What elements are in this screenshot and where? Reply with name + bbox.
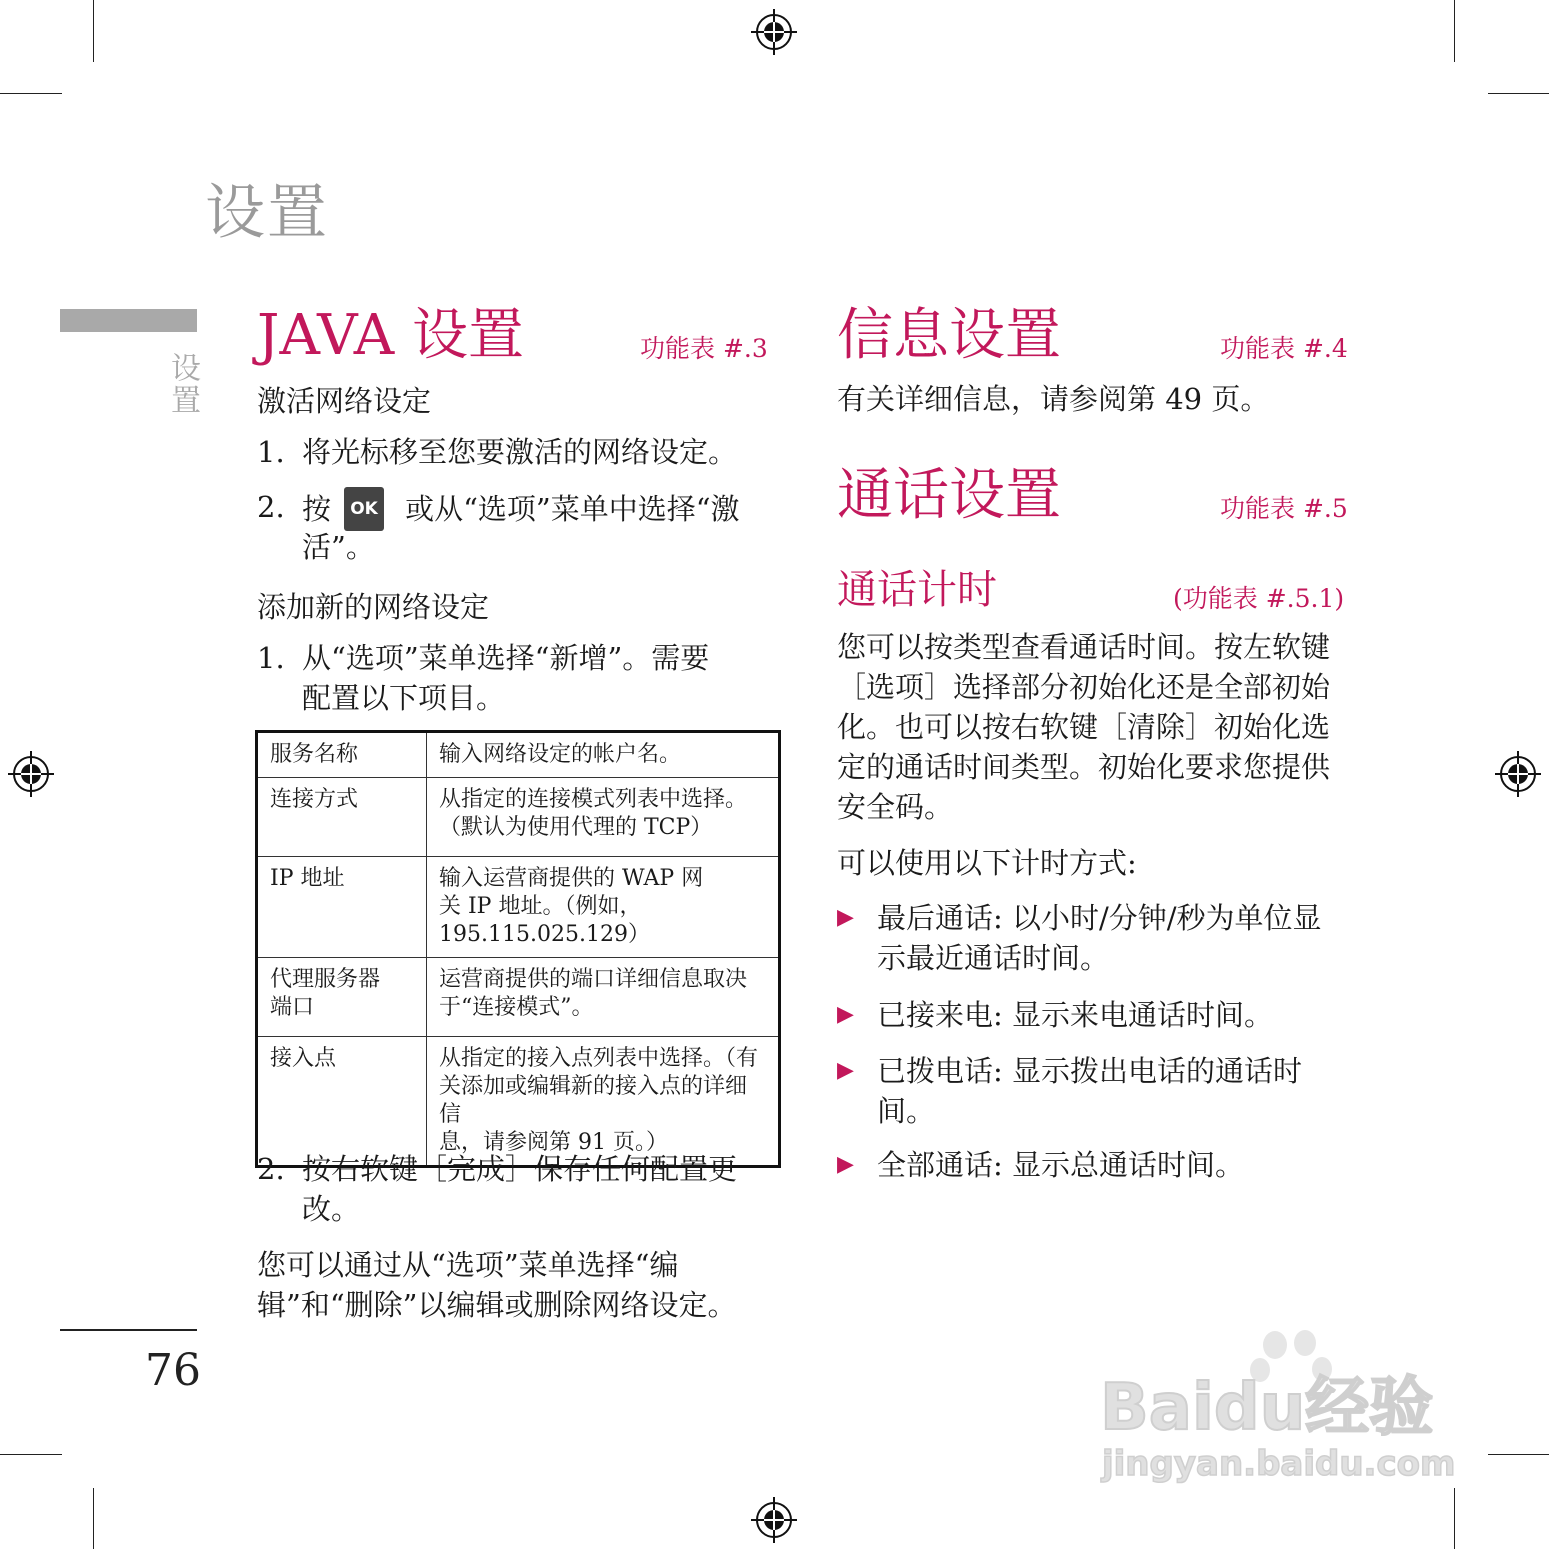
step-text: 将光标移至您要激活的网络设定。 [302, 435, 738, 469]
crop-mark [1454, 1488, 1455, 1549]
add-heading: 添加新的网络设定 [257, 590, 490, 624]
table-key-line: IP 地址 [270, 866, 345, 891]
registration-mark-icon [1495, 751, 1541, 797]
bullet-last-call [837, 898, 1357, 978]
table-value-line: 从指定的连接模式列表中选择。 [439, 787, 748, 812]
table-row [257, 958, 780, 1037]
desc-line: ［选项］选择部分初始化还是全部初始 [837, 670, 1331, 704]
desc-line: 定的通话时间类型。初始化要求您提供 [837, 750, 1331, 784]
bullet-triangle-icon: ▶ [837, 1152, 854, 1177]
registration-mark-icon [751, 9, 797, 55]
step-text-pre: 按 [302, 492, 332, 526]
chapter-title: 设置 [205, 178, 329, 248]
bullet-text-line2: 示最近通话时间。 [877, 941, 1110, 975]
table-value-line: 关 IP 地址。（例如， [439, 894, 642, 919]
registration-mark-icon [751, 1497, 797, 1543]
step-text-line2: 活”。 [302, 530, 375, 564]
add-step-2 [257, 1149, 787, 1229]
table-key-cell [257, 1037, 427, 1167]
table-value-cell [427, 778, 780, 857]
table-key-line: 代理服务器 [270, 967, 381, 992]
desc-line: 您可以按类型查看通话时间。按左软键 [837, 630, 1331, 664]
edit-delete-note [257, 1245, 797, 1325]
table-row [257, 1037, 780, 1167]
table-value-line: 关添加或编辑新的接入点的详细信 [439, 1074, 748, 1127]
table-row [257, 778, 780, 857]
table-value-line: 输入网络设定的帐户名。 [439, 742, 682, 767]
bullet-text: 最后通话: 以小时/分钟/秒为单位显 [877, 901, 1322, 935]
crop-mark [1488, 93, 1549, 94]
table-value-line: （默认为使用代理的 TCP） [439, 815, 713, 840]
bullet-text: 已接来电: 显示来电通话时间。 [877, 998, 1273, 1032]
chapter-side-tab: 设置 [165, 352, 200, 416]
activate-step-2 [257, 487, 787, 567]
step-text: 按右软键［完成］保存任何配置更 [302, 1152, 738, 1186]
step-text-line2: 配置以下项目。 [302, 681, 506, 715]
crop-mark [1488, 1454, 1549, 1455]
table-key-line: 接入点 [270, 1046, 337, 1071]
table-value-line: 息，请参阅第 91 页。） [439, 1130, 668, 1155]
table-row [257, 857, 780, 958]
chapter-tab-bar [60, 309, 197, 332]
table-key-cell [257, 732, 427, 778]
table-value-line: 于“连接模式”。 [439, 995, 594, 1020]
bullet-triangle-icon: ▶ [837, 1058, 854, 1083]
crop-mark [93, 1488, 94, 1549]
network-config-table [255, 730, 781, 1168]
registration-mark-icon [8, 751, 54, 797]
step-text [302, 487, 740, 531]
add-step-1 [257, 638, 787, 718]
table-key-line: 连接方式 [270, 787, 359, 812]
note-line: 辑”和“删除”以编辑或删除网络设定。 [257, 1288, 737, 1322]
bullet-received-calls [837, 995, 1357, 1035]
step-number: 2. [257, 490, 285, 524]
step-number: 2. [257, 1152, 285, 1186]
bullet-dialed-calls [837, 1051, 1357, 1131]
crop-mark [0, 1454, 62, 1455]
table-key-cell [257, 778, 427, 857]
baidu-watermark-logo [1100, 1325, 1460, 1485]
step-number: 1. [257, 435, 285, 469]
table-key-cell [257, 857, 427, 958]
table-value-cell [427, 958, 780, 1037]
call-timer-menu-ref: (功能表 #.5.1) [1173, 584, 1345, 613]
page-number-rule [60, 1329, 197, 1331]
crop-mark [0, 93, 62, 94]
ok-key-icon: OK [344, 487, 384, 531]
call-timer-intro: 可以使用以下计时方式: [837, 846, 1137, 880]
message-settings-title: 信息设置 [837, 303, 1061, 368]
message-settings-text: 有关详细信息，请参阅第 49 页。 [837, 382, 1270, 416]
desc-line: 安全码。 [837, 790, 954, 824]
desc-line: 化。也可以按右软键［清除］初始化选 [837, 710, 1331, 744]
bullet-triangle-icon: ▶ [837, 1002, 854, 1027]
message-menu-ref: 功能表 #.4 [1220, 334, 1348, 363]
bullet-text-line2: 间。 [877, 1094, 936, 1128]
table-key-line: 端口 [270, 995, 315, 1020]
crop-mark [93, 0, 94, 62]
note-line: 您可以通过从“选项”菜单选择“编 [257, 1248, 679, 1282]
table-value-line: 运营商提供的端口详细信息取决 [439, 967, 748, 992]
activate-step-1 [257, 432, 787, 472]
java-settings-title: JAVA 设置 [257, 303, 524, 368]
bullet-all-calls [837, 1145, 1357, 1185]
bullet-triangle-icon: ▶ [837, 905, 854, 930]
page-number: 76 [145, 1345, 201, 1396]
table-value-line: 195.115.025.129） [439, 922, 650, 947]
table-value-cell [427, 1037, 780, 1167]
table-value-cell [427, 732, 780, 778]
table-value-line: 从指定的接入点列表中选择。（有 [439, 1046, 759, 1071]
java-menu-ref: 功能表 #.3 [640, 334, 768, 363]
table-row [257, 732, 780, 778]
call-menu-ref: 功能表 #.5 [1220, 494, 1348, 523]
step-text-post: 或从“选项”菜单中选择“激 [405, 492, 740, 526]
call-timer-description [837, 627, 1357, 827]
call-settings-title: 通话设置 [837, 463, 1061, 528]
crop-mark [1454, 0, 1455, 62]
bullet-text: 已拨电话: 显示拨出电话的通话时 [877, 1054, 1302, 1088]
step-text-line2: 改。 [302, 1192, 361, 1226]
table-key-line: 服务名称 [270, 742, 359, 767]
table-value-line: 输入运营商提供的 WAP 网 [439, 866, 704, 891]
step-number: 1. [257, 641, 285, 675]
watermark-url: jingyan.baidu.com [1102, 1444, 1456, 1484]
watermark-brand: Baidu经验 [1100, 1371, 1434, 1445]
table-value-cell [427, 857, 780, 958]
bullet-text: 全部通话: 显示总通话时间。 [877, 1148, 1244, 1182]
table-key-cell [257, 958, 427, 1037]
activate-heading: 激活网络设定 [257, 384, 432, 418]
step-text: 从“选项”菜单选择“新增”。需要 [302, 641, 710, 675]
call-timer-title: 通话计时 [837, 567, 997, 613]
